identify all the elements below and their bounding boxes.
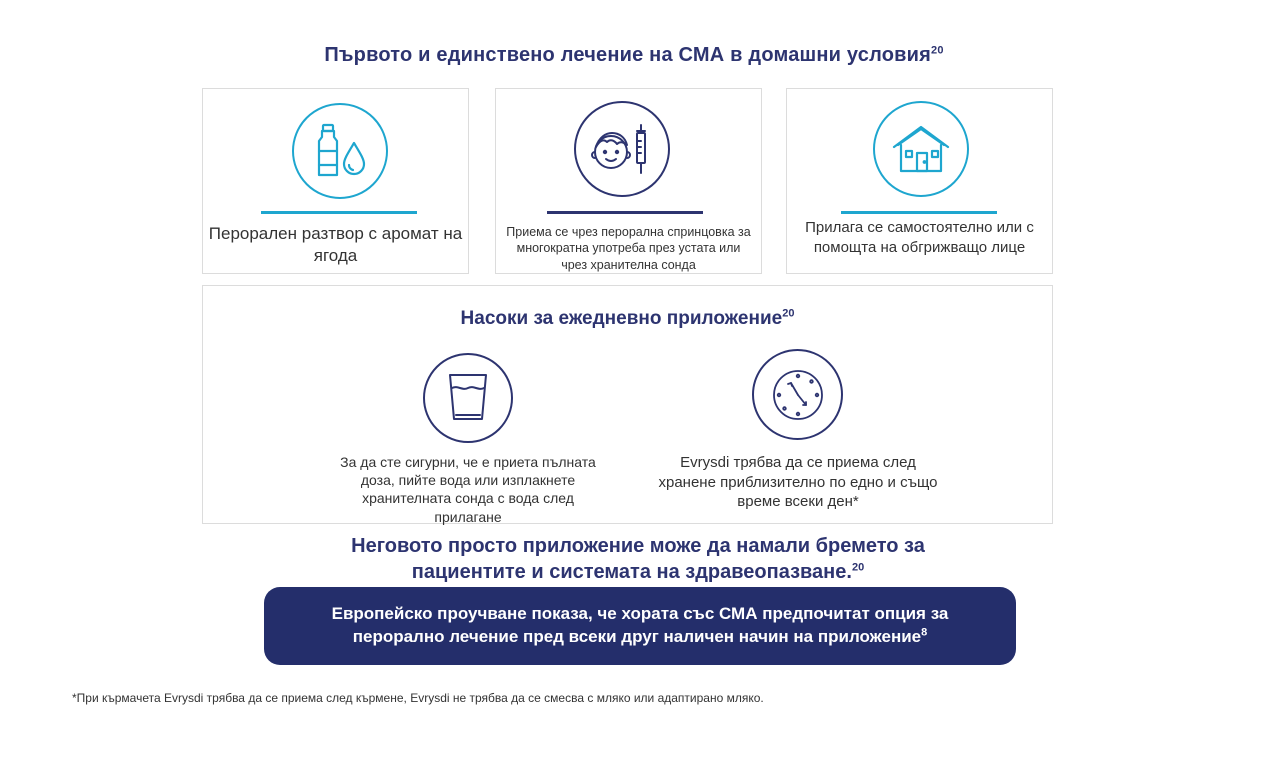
guidance-item-text: Evrysdi трябва да се приема след хранене приблизително по едно и също време всеки ден* [658, 454, 938, 510]
card-divider [841, 211, 997, 214]
banner-line-1: Европейско проучване показа, че хората със СМА предпочитат опция за [331, 604, 949, 624]
banner-line-2: перорално лечение пред всеки друг наличен начин на приложение$^8$ [352, 626, 928, 646]
card-divider [547, 211, 703, 214]
card-text: Прилага се самостоятелно или с помощта на обгрижващо лице [805, 219, 1034, 256]
water-glass-icon [423, 353, 513, 443]
page-title: Първото и единствено лечение на СМА в домашни условия$^{20}$ [324, 44, 944, 66]
feature-card-syringe [495, 88, 762, 274]
daily-guidance-panel [202, 285, 1053, 524]
card-text: Перорален разтвор с аромат на ягода [208, 224, 463, 266]
burden-reference: 20 [851, 561, 865, 574]
card-text: Приема се чрез перорална спринцовка за многократна употреба през устата или чрез хранителна сонда [506, 225, 751, 272]
feature-card-oral-solution [202, 88, 469, 274]
child-syringe-icon [574, 101, 670, 197]
burden-line-1: Неговото просто приложение може да намали бремето за [351, 535, 925, 557]
title-reference: 20 [931, 44, 944, 57]
study-banner [264, 587, 1016, 665]
guidance-title: Насоки за ежедневно приложение$^{20}$ [460, 307, 795, 329]
burden-line-2: пациентите и системата на здравеопазване.$^{20}$ [411, 561, 865, 583]
house-icon [873, 101, 969, 197]
footnote: *При кърмачета Evrysdi трябва да се приема след кърмене, Evrysdi не трябва да се смесва с мляко или адаптирано мляко. [72, 691, 764, 705]
card-divider [261, 211, 417, 214]
clock-icon [752, 349, 843, 440]
burden-statement [0, 533, 1276, 585]
bottle-drop-icon [292, 103, 388, 199]
feature-card-home [786, 88, 1053, 274]
banner-reference: 8 [921, 626, 928, 639]
guidance-reference: 20 [782, 307, 795, 320]
guidance-item-text: За да сте сигурни, че е приета пълната доза, пийте вода или изплакнете хранителната сонда с вода след прилагане [340, 454, 596, 525]
